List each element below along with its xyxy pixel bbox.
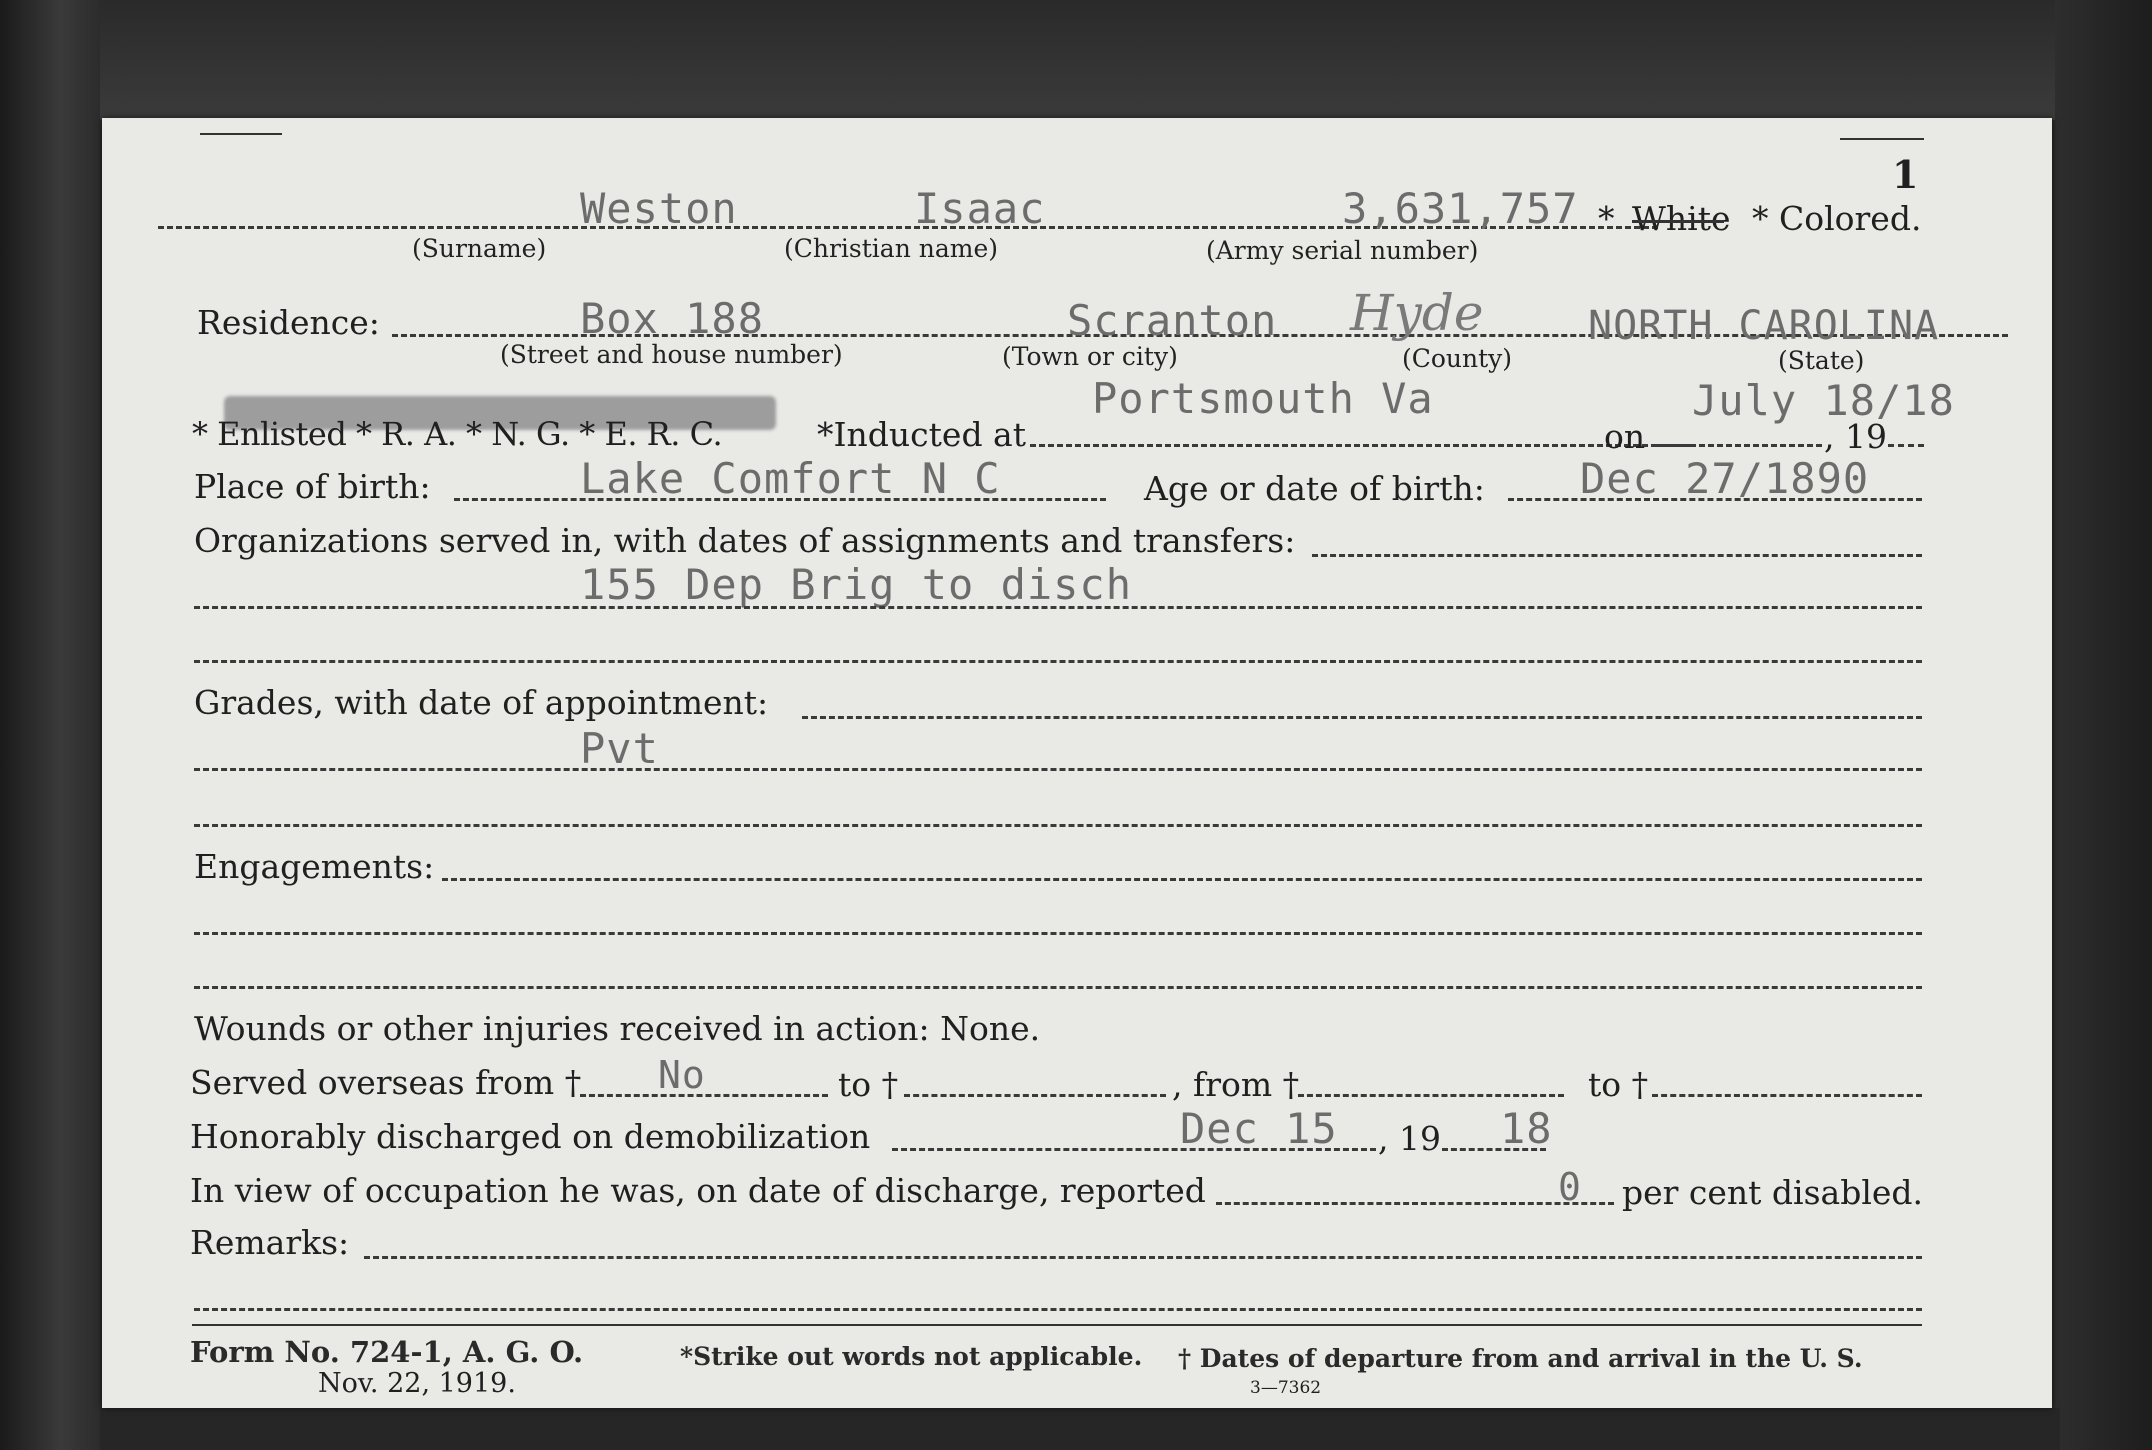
form-number: Form No. 724-1, A. G. O. (190, 1335, 584, 1369)
serial-caption: (Army serial number) (1206, 236, 1479, 265)
scan-background-bottom (100, 1408, 2060, 1450)
on-label: on (1604, 417, 1646, 456)
served-overseas-label: Served overseas from † (190, 1063, 582, 1102)
scan-background-right (2055, 0, 2152, 1450)
grades-line-3 (194, 824, 1922, 827)
service-record-card (102, 118, 2052, 1408)
grades-label: Grades, with date of appointment: (194, 683, 769, 722)
induction-year-prefix: , 19 (1824, 417, 1887, 456)
organizations-value: 155 Dep Brig to disch (580, 560, 1133, 609)
serial-number-value: 3,631,757 (1342, 184, 1579, 233)
grades-line-2 (194, 768, 1922, 771)
form-date: Nov. 22, 1919. (318, 1368, 516, 1399)
scan-background-left (0, 0, 100, 1450)
overseas-from-line-2 (1298, 1094, 1564, 1097)
race-white-option: White (1632, 199, 1731, 238)
discharge-date-value: Dec 15 (1180, 1104, 1338, 1153)
inducted-date-line (1654, 444, 1822, 447)
date-of-birth-value: Dec 27/1890 (1580, 454, 1870, 503)
remarks-label: Remarks: (190, 1223, 350, 1262)
overseas-to-line-1 (904, 1094, 1166, 1097)
inducted-date-value: July 18/18 (1692, 376, 1955, 425)
induction-year-line (1888, 444, 1924, 447)
discharged-label: Honorably discharged on demobilization (190, 1117, 871, 1156)
dates-note: † Dates of departure from and arrival in the U. S. (1178, 1344, 1863, 1373)
state-value: NORTH CAROLINA (1588, 303, 1940, 349)
wounds-label: Wounds or other injuries received in action: None. (194, 1009, 1041, 1048)
engagements-label: Engagements: (194, 847, 435, 886)
overseas-to-label-1: to † (838, 1065, 899, 1104)
inducted-place-value: Portsmouth Va (1092, 374, 1434, 423)
strike-out-note: *Strike out words not applicable. (680, 1342, 1143, 1371)
organizations-label: Organizations served in, with dates of assignments and transfers: (194, 521, 1296, 560)
overseas-from-label-2: , from † (1172, 1065, 1300, 1104)
race-colored-option: * Colored. (1752, 199, 1922, 238)
overseas-from-value: No (658, 1053, 706, 1097)
christian-name-caption: (Christian name) (784, 234, 999, 263)
percent-disabled-value: 0 (1558, 1165, 1582, 1209)
surname-caption: (Surname) (412, 234, 547, 263)
remarks-line-1 (364, 1256, 1922, 1259)
residence-label: Residence: (197, 303, 380, 342)
state-caption: (State) (1778, 346, 1865, 375)
print-code: 3—7362 (1250, 1378, 1322, 1398)
remarks-line-2 (194, 1308, 1922, 1311)
grades-line-1 (802, 716, 1922, 719)
inducted-at-label: *Inducted at (817, 415, 1026, 454)
percent-disabled-label: per cent disabled. (1622, 1173, 1924, 1212)
overseas-to-line-2 (1652, 1094, 1922, 1097)
place-of-birth-label: Place of birth: (194, 467, 431, 506)
street-value: Box 188 (580, 294, 765, 343)
discharge-year-value: 18 (1500, 1104, 1553, 1153)
town-caption: (Town or city) (1002, 342, 1178, 371)
occupation-label: In view of occupation he was, on date of discharge, reported (190, 1171, 1206, 1210)
age-dob-label: Age or date of birth: (1144, 469, 1485, 508)
top-right-rule (1840, 138, 1924, 140)
page-number: 1 (1892, 152, 1919, 197)
engagements-line-1 (442, 878, 1922, 881)
county-caption: (County) (1402, 344, 1513, 373)
inducted-place-line (1030, 444, 1693, 447)
overseas-to-label-2: to † (1588, 1065, 1649, 1104)
top-left-rule (200, 133, 282, 135)
footer-rule (192, 1324, 1922, 1326)
race-prefix: * (1598, 199, 1615, 238)
organizations-line-3 (194, 660, 1922, 663)
organizations-line-2 (194, 606, 1922, 609)
discharge-year-prefix: , 19 (1378, 1119, 1441, 1158)
street-caption: (Street and house number) (500, 340, 843, 369)
town-value: Scranton (1067, 296, 1278, 345)
surname-value: Weston (580, 184, 738, 233)
organizations-line-1 (1312, 554, 1922, 557)
county-value: Hyde (1350, 284, 1484, 342)
grades-value: Pvt (580, 724, 659, 773)
enlistment-types-label: * Enlisted * R. A. * N. G. * E. R. C. (192, 415, 723, 453)
place-of-birth-value: Lake Comfort N C (580, 454, 1001, 503)
scan-background-top (100, 0, 2060, 120)
race-white-strikeout (1632, 220, 1724, 223)
engagements-line-2 (194, 932, 1922, 935)
engagements-line-3 (194, 986, 1922, 989)
percent-disabled-line (1216, 1202, 1614, 1205)
christian-name-value: Isaac (914, 184, 1046, 233)
